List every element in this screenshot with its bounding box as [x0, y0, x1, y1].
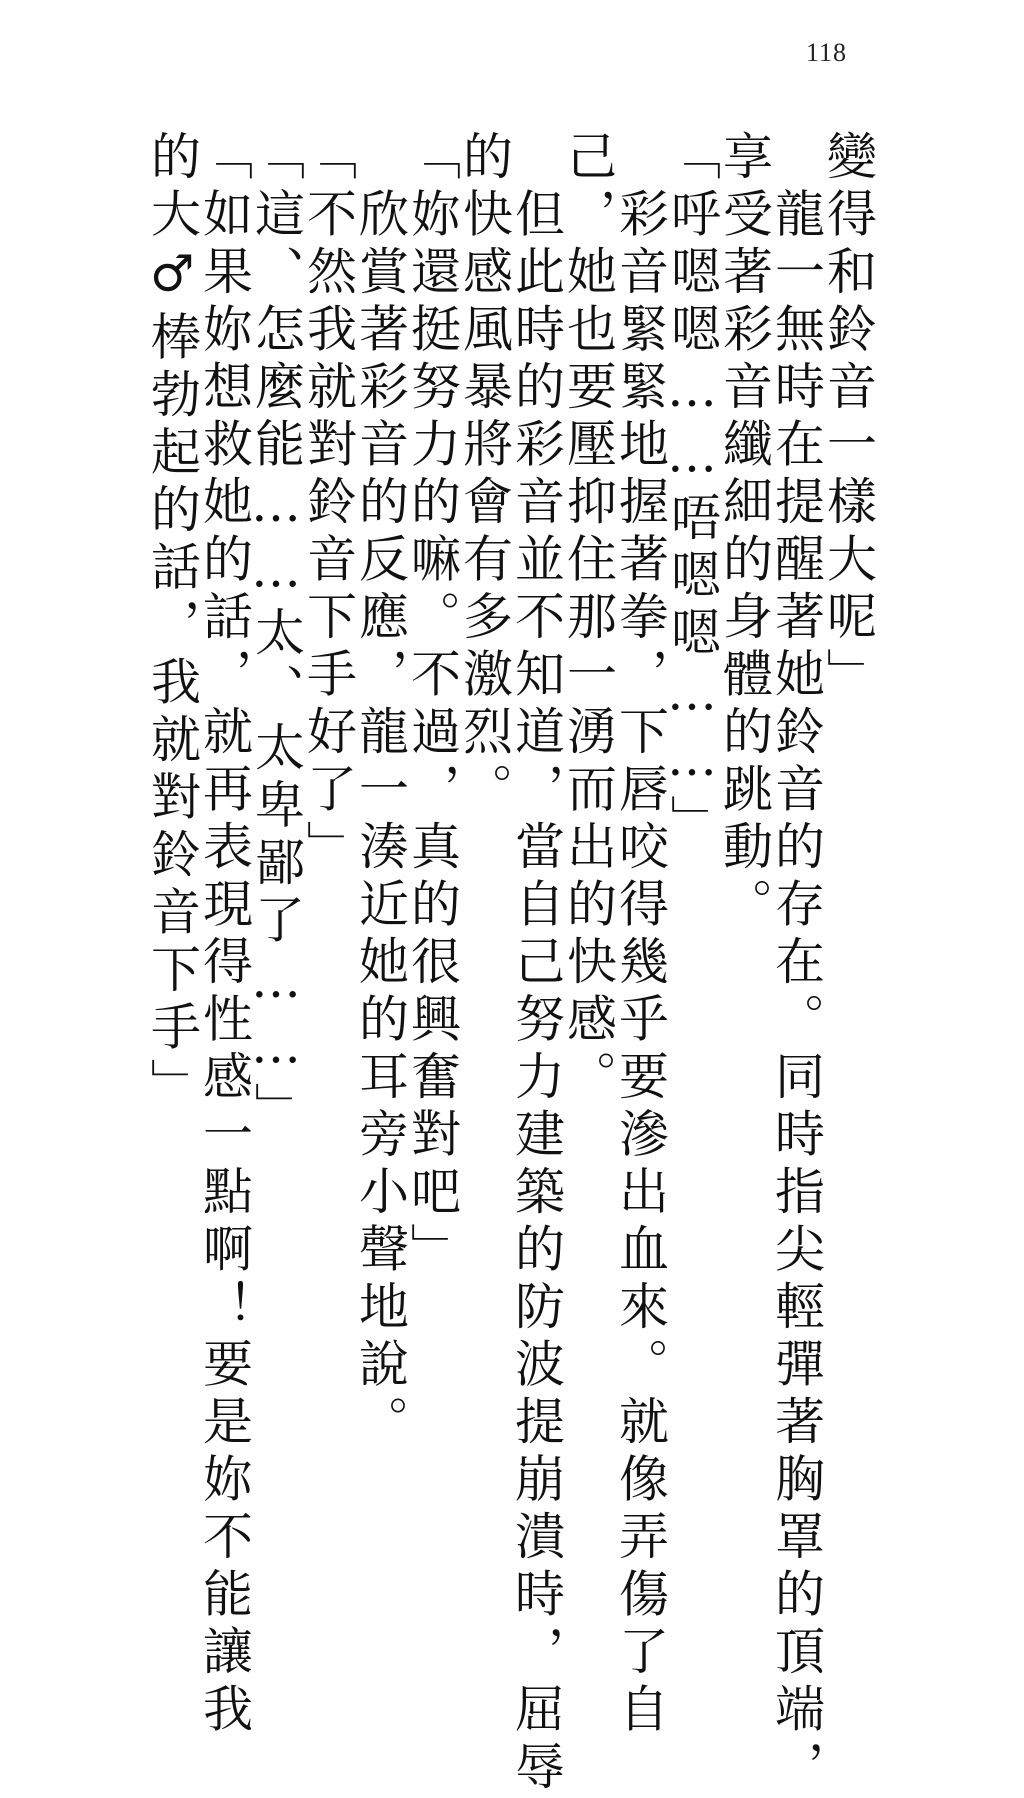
text-line: 龍一無時在提醒著她鈴音的存在。同時指尖輕彈著胸罩的頂端， [767, 130, 825, 1798]
text-line: 彩音緊緊地握著拳，下唇咬得幾乎要滲出血來。就像弄傷了自 [611, 130, 669, 1740]
text-line: 享受著彩音纖細的身體的跳動。 [715, 130, 773, 935]
text-line: 但此時的彩音並不知道，當自己努力建築的防波提崩潰時，屈辱 [507, 130, 565, 1798]
page-number: 118 [806, 38, 848, 67]
text-line: 己，她也要壓抑住那一湧而出的快感。 [559, 130, 617, 1108]
vertical-text-body [143, 130, 877, 1798]
text-line: 「不然我就對鈴音下手好了」 [299, 130, 357, 878]
text-line: 的大♂棒勃起的話，我就對鈴音下手」 [143, 130, 201, 1116]
text-line: 欣賞著彩音的反應，龍一湊近她的耳旁小聲地說。 [351, 130, 409, 1453]
text-line: 「呼嗯嗯……唔嗯嗯……」 [663, 130, 721, 852]
text-line: 的快感風暴將會有多激烈。 [455, 130, 513, 820]
text-line: 變得和鈴音一樣大呢」 [819, 130, 877, 705]
text-line: 「這、怎麼能……太、太卑鄙了……」 [247, 130, 305, 1140]
text-line: 「妳還挺努力的嘛。不過，真的很興奮對吧」 [403, 130, 461, 1280]
text-line: 「如果妳想救她的話，就再表現得性感一點啊！要是妳不能讓我 [195, 130, 253, 1740]
